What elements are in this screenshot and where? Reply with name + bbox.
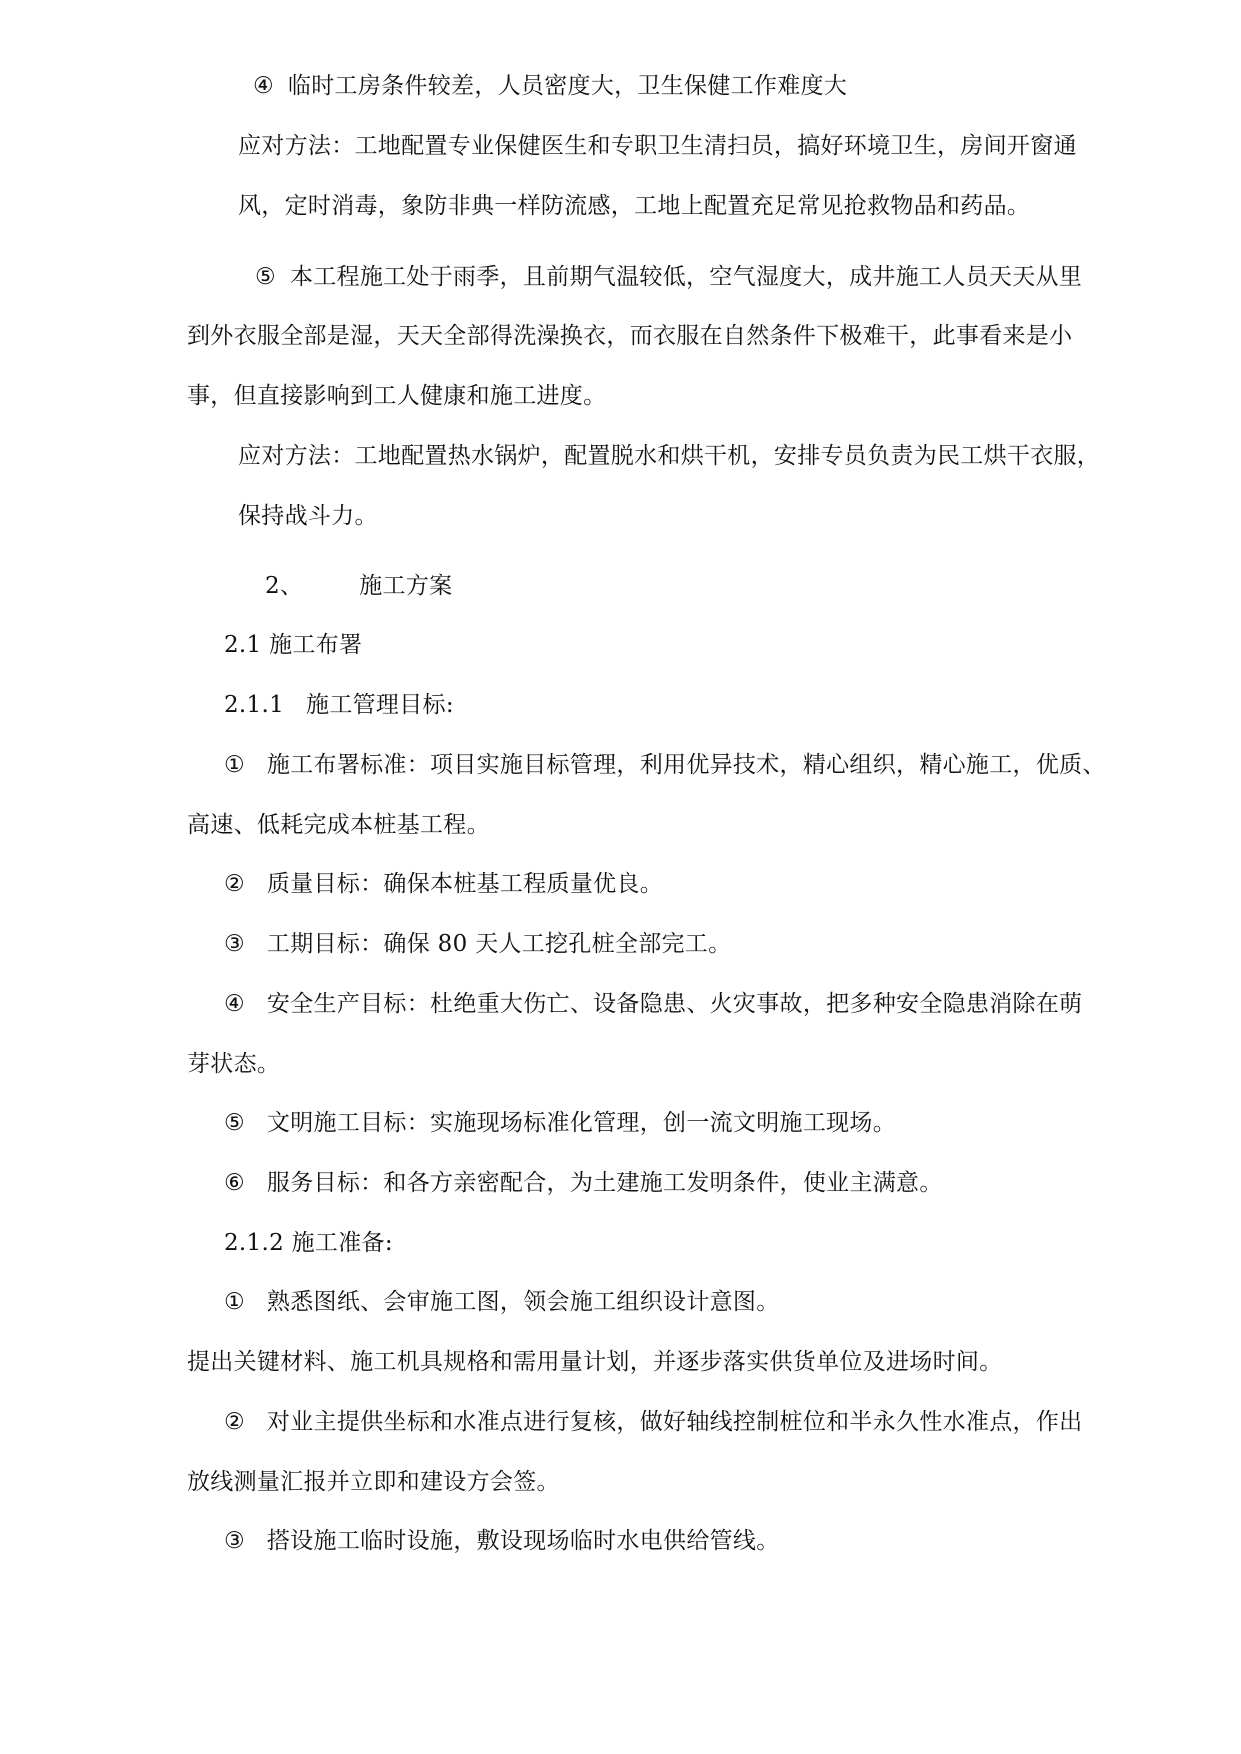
section-title: 施工方案 xyxy=(359,573,453,599)
subsection-title: 2.1 施工布署 xyxy=(224,632,363,658)
paragraph-text: 到外衣服全部是湿，天天全部得洗澡换衣，而衣服在自然条件下极难干，此事看来是小 xyxy=(187,323,1073,349)
list-marker: ⑤ xyxy=(224,1110,245,1136)
paragraph-line xyxy=(238,501,378,531)
paragraph-line xyxy=(187,1049,280,1079)
list-marker: ⑥ xyxy=(224,1170,245,1196)
paragraph-text: 服务目标：和各方亲密配合，为土建施工发明条件，使业主满意。 xyxy=(266,1170,943,1196)
paragraph-text: 质量目标：确保本桩基工程质量优良。 xyxy=(266,871,664,897)
paragraph-line xyxy=(238,191,1030,221)
subsection-heading xyxy=(224,1228,393,1258)
subsection-heading xyxy=(224,690,454,720)
paragraph-text: 应对方法：工地配置热水锅炉，配置脱水和烘干机，安排专员负责为民工烘干衣服， xyxy=(238,443,1101,469)
paragraph-text: 提出关键材料、施工机具规格和需用量计划，并逐步落实供货单位及进场时间。 xyxy=(187,1349,1003,1375)
subsection-heading xyxy=(224,630,362,660)
subsection-title: 2.1.2 施工准备: xyxy=(224,1230,393,1256)
paragraph-line xyxy=(238,131,1077,161)
paragraph-line xyxy=(187,810,490,840)
list-marker: ④ xyxy=(253,73,274,99)
list-marker: ① xyxy=(224,1289,245,1315)
section-number: 2、 xyxy=(265,573,304,599)
list-item xyxy=(224,1287,780,1317)
paragraph-text: 搭设施工临时设施，敷设现场临时水电供给管线。 xyxy=(266,1528,780,1554)
list-item xyxy=(253,71,847,101)
list-item xyxy=(224,1108,896,1138)
list-marker: ② xyxy=(224,871,245,897)
list-item xyxy=(224,750,1106,780)
paragraph-text: 对业主提供坐标和水准点进行复核，做好轴线控制桩位和半永久性水准点，作出 xyxy=(266,1409,1083,1435)
paragraph-text: 文明施工目标：实施现场标准化管理，创一流文明施工现场。 xyxy=(266,1110,897,1136)
paragraph-text: 安全生产目标：杜绝重大伤亡、设备隐患、火灾事故，把多种安全隐患消除在萌 xyxy=(266,991,1083,1017)
list-marker: ④ xyxy=(224,991,245,1017)
list-item xyxy=(224,989,1082,1019)
list-item xyxy=(255,262,1082,292)
paragraph-text: 应对方法：工地配置专业保健医生和专职卫生清扫员，搞好环境卫生，房间开窗通 xyxy=(238,133,1077,159)
paragraph-text: 本工程施工处于雨季，且前期气温较低，空气湿度大，成井施工人员天天从里 xyxy=(289,264,1083,290)
subsection-title: 施工管理目标: xyxy=(306,692,454,718)
paragraph-line xyxy=(238,441,1100,471)
paragraph-text: 工期目标：确保 80 天人工挖孔桩全部完工。 xyxy=(266,931,732,957)
list-marker: ② xyxy=(224,1409,245,1435)
list-item xyxy=(224,929,731,959)
list-marker: ① xyxy=(224,752,245,778)
paragraph-text: 事，但直接影响到工人健康和施工进度。 xyxy=(187,383,607,409)
list-item xyxy=(224,1526,780,1556)
paragraph-line xyxy=(187,1467,560,1497)
list-marker: ③ xyxy=(224,931,245,957)
paragraph-line xyxy=(187,1347,1003,1377)
list-item xyxy=(224,1168,943,1198)
paragraph-text: 风，定时消毒，象防非典一样防流感，工地上配置充足常见抢救物品和药品。 xyxy=(238,193,1031,219)
section-number: 2.1.1 xyxy=(224,692,285,718)
list-item xyxy=(224,1407,1082,1437)
paragraph-text: 临时工房条件较差，人员密度大，卫生保健工作难度大 xyxy=(287,73,848,99)
list-marker: ⑤ xyxy=(255,264,276,290)
paragraph-text: 保持战斗力。 xyxy=(238,503,378,529)
paragraph-text: 芽状态。 xyxy=(187,1051,281,1077)
paragraph-text: 施工布署标准：项目实施目标管理，利用优异技术，精心组织，精心施工，优质、 xyxy=(266,752,1106,778)
paragraph-text: 高速、低耗完成本桩基工程。 xyxy=(187,812,490,838)
section-heading xyxy=(265,571,452,601)
paragraph-text: 放线测量汇报并立即和建设方会签。 xyxy=(187,1469,560,1495)
list-item xyxy=(224,869,663,899)
paragraph-line xyxy=(187,321,1072,351)
paragraph-line xyxy=(187,381,606,411)
list-marker: ③ xyxy=(224,1528,245,1554)
paragraph-text: 熟悉图纸、会审施工图，领会施工组织设计意图。 xyxy=(266,1289,780,1315)
